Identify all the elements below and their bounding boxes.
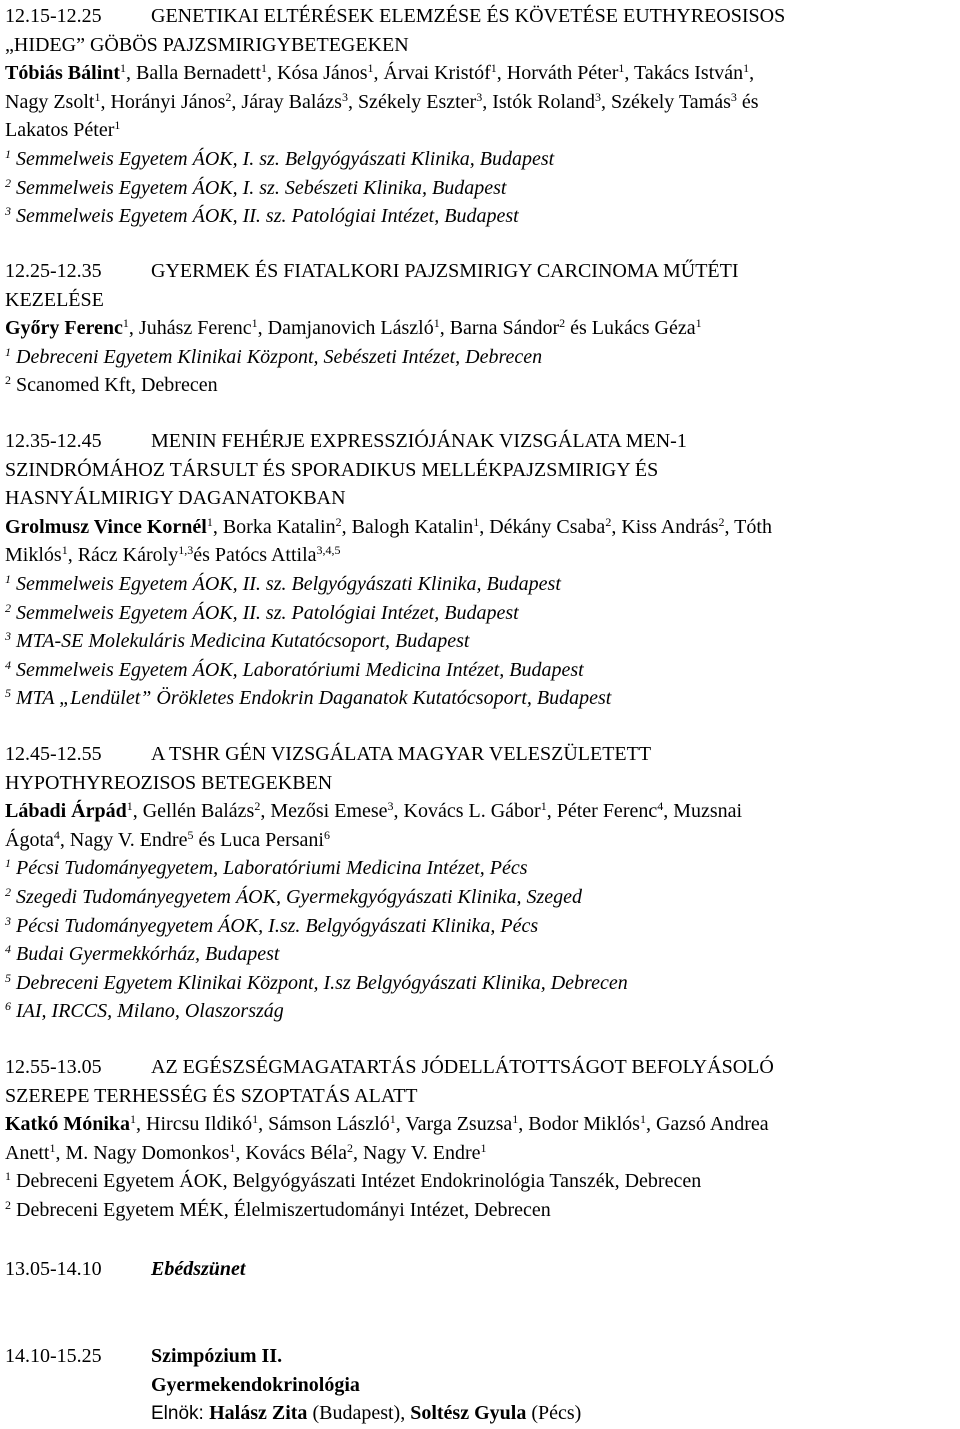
affiliation-ref: 1 — [618, 61, 625, 76]
author-line — [5, 541, 960, 570]
author: , Borka Katalin — [212, 515, 336, 538]
session-time: 12.15-12.25 — [5, 5, 102, 27]
symposium — [5, 1342, 960, 1428]
session-title: HYPOTHYREOZISOS BETEGEKBEN — [5, 771, 333, 794]
session-1 — [5, 2, 960, 231]
affiliation-ref: 1 — [130, 1112, 137, 1127]
affiliation-number: 2 — [5, 373, 11, 388]
affiliation — [5, 599, 960, 628]
session-4 — [5, 740, 960, 1026]
author: , Varga Zsuzsa — [395, 1113, 513, 1136]
affiliation-number: 2 — [5, 1197, 11, 1212]
lunch-line — [5, 1255, 960, 1284]
author-line — [5, 513, 960, 542]
affiliation-text: Semmelweis Egyetem ÁOK, II. sz. Belgyógyászati Klinika, Budapest — [16, 572, 561, 595]
affiliation-ref: 2 — [605, 514, 612, 529]
session-time: 12.55-13.05 — [5, 1056, 102, 1078]
author: , Árvai Kristóf — [373, 62, 491, 85]
author: Miklós — [5, 544, 62, 567]
author: , Mezősi Emese — [260, 800, 388, 823]
affiliation-ref: 5 — [187, 827, 194, 842]
author: , Horváth Péter — [496, 62, 619, 85]
affiliation — [5, 627, 960, 656]
affiliation-number: 4 — [5, 657, 11, 672]
author-line — [5, 88, 960, 117]
author: , Székely Eszter — [347, 90, 477, 113]
affiliation-ref: 6 — [323, 827, 330, 842]
affiliation-ref: 1 — [61, 543, 68, 558]
symposium-title: Szimpózium II. — [151, 1345, 283, 1367]
affiliation-ref: 3 — [595, 89, 601, 104]
affiliation-number: 5 — [5, 686, 11, 701]
affiliation — [5, 174, 960, 203]
affiliation-text: Debreceni Egyetem ÁOK, Belgyógyászati Intézet Endokrinológia Tanszék, Debrecen — [16, 1170, 702, 1193]
author: , Nagy V. Endre — [59, 828, 188, 851]
affiliation-text: Semmelweis Egyetem ÁOK, II. sz. Patológiai Intézet, Budapest — [16, 601, 519, 624]
affiliation-ref: 2 — [346, 1140, 353, 1155]
affiliation-ref: 1 — [261, 61, 267, 76]
session-title-line — [5, 1053, 960, 1082]
author: , Kovács Béla — [235, 1141, 347, 1164]
affiliation-ref: 1 — [229, 1140, 236, 1155]
affiliation-ref: 3 — [341, 89, 348, 104]
session-title: SZEREPE TERHESSÉG ÉS SZOPTATÁS ALATT — [5, 1084, 418, 1107]
affiliation-ref: 1,3 — [178, 543, 194, 558]
affiliation-number: 3 — [5, 629, 11, 644]
session-5 — [5, 1053, 960, 1225]
affiliation-text: Budai Gyermekkórház, Budapest — [16, 943, 280, 966]
affiliation-ref: 2 — [335, 514, 342, 529]
session-title-line — [5, 484, 960, 513]
author-line — [5, 59, 960, 88]
author-line — [5, 116, 960, 145]
author: , Kósa János — [267, 62, 368, 85]
affiliation-ref: 1 — [94, 89, 101, 104]
author: , Kiss András — [611, 515, 719, 538]
affiliation-ref: 1 — [695, 316, 702, 331]
affiliation — [5, 145, 960, 174]
session-title: „HIDEG” GÖBÖS PAJZSMIRIGYBETEGEKEN — [5, 33, 409, 56]
author: , Bodor Miklós — [518, 1113, 640, 1136]
affiliation-ref: 1 — [473, 514, 480, 529]
symposium-subtitle: Gyermekendokrinológia — [151, 1373, 360, 1396]
affiliation-text: IAI, IRCCS, Milano, Olaszország — [16, 1000, 284, 1023]
author: , Horányi János — [100, 90, 226, 113]
affiliation-ref: 1 — [114, 118, 121, 133]
affiliation-number: 5 — [5, 970, 11, 985]
session-time: 12.25-12.35 — [5, 260, 102, 282]
author: , Balla Bernadett — [126, 62, 261, 85]
author: , Damjanovich László — [257, 317, 434, 340]
author: , Takács István — [624, 62, 744, 85]
session-title-line — [5, 740, 960, 769]
session-title: KEZELÉSE — [5, 288, 104, 311]
author: , Nagy V. Endre — [352, 1141, 481, 1164]
session-title-line — [5, 427, 960, 456]
author: , Tóth — [724, 515, 772, 538]
affiliation-text: Semmelweis Egyetem ÁOK, I. sz. Sebészeti Klinika, Budapest — [16, 176, 507, 199]
affiliation — [5, 570, 960, 599]
author: , Székely Tamás — [601, 90, 731, 113]
author-line — [5, 826, 960, 855]
session-title-line — [5, 1082, 960, 1111]
affiliation-ref: 1 — [639, 1112, 646, 1127]
author: , Péter Ferenc — [546, 800, 658, 823]
affiliation-number: 3 — [5, 204, 11, 219]
affiliation-text: Semmelweis Egyetem ÁOK, I. sz. Belgyógyászati Klinika, Budapest — [16, 147, 555, 170]
affiliation — [5, 997, 960, 1026]
affiliation-ref: 1 — [122, 316, 129, 331]
affiliation — [5, 684, 960, 713]
author-line — [5, 1110, 960, 1139]
session-title: SZINDRÓMÁHOZ TÁRSULT ÉS SPORADIKUS MELLÉKPAJZSMIRIGY ÉS — [5, 458, 659, 481]
affiliation-ref: 1 — [120, 61, 127, 76]
affiliation-ref: 1 — [252, 1112, 259, 1127]
author: , Sámson László — [258, 1113, 390, 1136]
affiliation — [5, 969, 960, 998]
affiliation-ref: 2 — [718, 514, 725, 529]
author: , Muzsnai — [663, 800, 743, 823]
affiliation-ref: 2 — [559, 316, 566, 331]
author: és Luca Persani — [193, 828, 324, 851]
author-line — [5, 797, 960, 826]
author: Nagy Zsolt — [5, 90, 95, 113]
affiliation-ref: 1 — [367, 61, 374, 76]
author: , Rácz Károly — [67, 544, 179, 567]
affiliation-ref: 1 — [251, 316, 258, 331]
session-title: AZ EGÉSZSÉGMAGATARTÁS JÓDELLÁTOTTSÁGOT BEFOLYÁSOLÓ — [151, 1056, 774, 1078]
author: Lakatos Péter — [5, 119, 115, 142]
affiliation-ref: 4 — [53, 827, 60, 842]
author: , Juhász Ferenc — [128, 317, 252, 340]
affiliation-text: Pécsi Tudományegyetem ÁOK, I.sz. Belgyógyászati Klinika, Pécs — [16, 914, 539, 937]
affiliation-ref: 1 — [49, 1140, 56, 1155]
affiliation — [5, 343, 960, 372]
affiliation — [5, 940, 960, 969]
affiliation-text: Szegedi Tudományegyetem ÁOK, Gyermekgyógyászati Klinika, Szeged — [16, 885, 582, 908]
author: , Gellén Balázs — [132, 800, 255, 823]
affiliation-number: 2 — [5, 884, 11, 899]
affiliation-text: Debreceni Egyetem MÉK, Élelmiszertudományi Intézet, Debrecen — [16, 1198, 551, 1221]
affiliation-ref: 3,4,5 — [316, 543, 341, 558]
presenting-author: Katkó Mónika — [5, 1113, 131, 1136]
session-title-line — [5, 31, 960, 60]
session-title-line — [5, 769, 960, 798]
symposium-title-line — [5, 1342, 960, 1371]
session-3 — [5, 427, 960, 713]
session-title-line — [5, 286, 960, 315]
affiliation-number: 1 — [5, 146, 11, 161]
session-title-line — [5, 2, 960, 31]
presenting-author: Tóbiás Bálint — [5, 62, 121, 85]
affiliation-ref: 1 — [126, 799, 133, 814]
author: , Kovács L. Gábor — [393, 800, 541, 823]
session-title: A TSHR GÉN VIZSGÁLATA MAGYAR VELESZÜLETETT — [151, 743, 652, 765]
lunch-label: Ebédszünet — [151, 1258, 246, 1280]
symposium-chairs-line — [5, 1399, 960, 1428]
affiliation-ref: 3 — [476, 89, 483, 104]
affiliation-ref: 1 — [206, 514, 213, 529]
session-time: 12.45-12.55 — [5, 743, 102, 765]
affiliation — [5, 656, 960, 685]
author-separator: , — [749, 62, 755, 85]
session-title: MENIN FEHÉRJE EXPRESSZIÓJÁNAK VIZSGÁLATA MEN-1 — [151, 430, 687, 452]
affiliation-ref: 1 — [540, 799, 547, 814]
author: és Patócs Attila — [193, 544, 317, 567]
affiliation — [5, 1196, 960, 1225]
affiliation-number: 4 — [5, 942, 11, 957]
affiliation-number: 2 — [5, 600, 11, 615]
affiliation-number: 6 — [5, 999, 11, 1014]
affiliation-number: 1 — [5, 344, 11, 359]
affiliation-ref: 1 — [743, 61, 750, 76]
session-title: GYERMEK ÉS FIATALKORI PAJZSMIRIGY CARCINOMA MŰTÉTI — [151, 260, 739, 282]
affiliation-text: MTA-SE Molekuláris Medicina Kutatócsoport, Budapest — [16, 630, 470, 653]
affiliation-text: Pécsi Tudományegyetem, Laboratóriumi Medicina Intézet, Pécs — [16, 857, 528, 880]
author-line — [5, 1139, 960, 1168]
session-title: HASNYÁLMIRIGY DAGANATOKBAN — [5, 487, 346, 510]
affiliation-ref: 1 — [389, 1112, 396, 1127]
session-title: GENETIKAI ELTÉRÉSEK ELEMZÉSE ÉS KÖVETÉSE EUTHYREOSISOS — [151, 5, 786, 27]
affiliation — [5, 371, 960, 400]
chair-name: Halász Zita — [209, 1402, 308, 1425]
author: , Hircsu Ildikó — [136, 1113, 253, 1136]
affiliation — [5, 883, 960, 912]
affiliation — [5, 202, 960, 231]
symposium-time: 14.10-15.25 — [5, 1345, 102, 1367]
affiliation-number: 1 — [5, 856, 11, 871]
presenting-author: Grolmusz Vince Kornél — [5, 515, 207, 538]
session-title-line — [5, 456, 960, 485]
author: , Járay Balázs — [231, 90, 342, 113]
affiliation-number: 3 — [5, 913, 11, 928]
lunch-break — [5, 1255, 960, 1284]
affiliation — [5, 854, 960, 883]
author: , Balogh Katalin — [341, 515, 474, 538]
session-title-line — [5, 257, 960, 286]
session-2 — [5, 257, 960, 400]
author-line — [5, 314, 960, 343]
author: Ágota — [5, 828, 54, 851]
author: , Dékány Csaba — [479, 515, 606, 538]
affiliation-text: Semmelweis Egyetem ÁOK, II. sz. Patológiai Intézet, Budapest — [16, 205, 519, 228]
session-time: 12.35-12.45 — [5, 430, 102, 452]
affiliation-ref: 1 — [512, 1112, 519, 1127]
author: Anett — [5, 1141, 50, 1164]
affiliation-text: Debreceni Egyetem Klinikai Központ, Sebészeti Intézet, Debrecen — [16, 345, 543, 368]
affiliation-ref: 4 — [657, 799, 664, 814]
affiliation-text: Debreceni Egyetem Klinikai Központ, I.sz Belgyógyászati Klinika, Debrecen — [16, 971, 628, 994]
affiliation — [5, 912, 960, 941]
affiliation-ref: 2 — [254, 799, 261, 814]
affiliation-ref: 1 — [480, 1140, 487, 1155]
chair-city: (Budapest), — [307, 1402, 411, 1425]
affiliation-number: 1 — [5, 571, 11, 586]
affiliation — [5, 1167, 960, 1196]
chairs-prefix: Elnök: — [151, 1403, 210, 1425]
presenting-author: Győry Ferenc — [5, 317, 123, 340]
affiliation-text: Semmelweis Egyetem ÁOK, Laboratóriumi Medicina Intézet, Budapest — [16, 658, 584, 681]
author-separator: és — [736, 90, 759, 113]
affiliation-number: 1 — [5, 1169, 11, 1184]
author: , Istók Roland — [482, 90, 595, 113]
affiliation-ref: 3 — [730, 89, 737, 104]
affiliation-ref: 1 — [433, 316, 440, 331]
chair-city: (Pécs) — [526, 1402, 582, 1425]
affiliation-text: Scanomed Kft, Debrecen — [16, 374, 218, 397]
author: , Barna Sándor — [439, 317, 560, 340]
affiliation-ref: 1 — [490, 61, 497, 76]
symposium-subtitle-line — [5, 1371, 960, 1400]
affiliation-ref: 2 — [225, 89, 232, 104]
author: , M. Nagy Domonkos — [55, 1141, 230, 1164]
affiliation-ref: 3 — [387, 799, 394, 814]
author: és Lukács Géza — [565, 317, 696, 340]
author: , Gazsó Andrea — [645, 1113, 769, 1136]
chair-name: Soltész Gyula — [410, 1402, 527, 1425]
lunch-time: 13.05-14.10 — [5, 1258, 102, 1280]
affiliation-number: 2 — [5, 175, 11, 190]
presenting-author: Lábadi Árpád — [5, 800, 127, 823]
affiliation-text: MTA „Lendület” Örökletes Endokrin Daganatok Kutatócsoport, Budapest — [16, 687, 612, 710]
